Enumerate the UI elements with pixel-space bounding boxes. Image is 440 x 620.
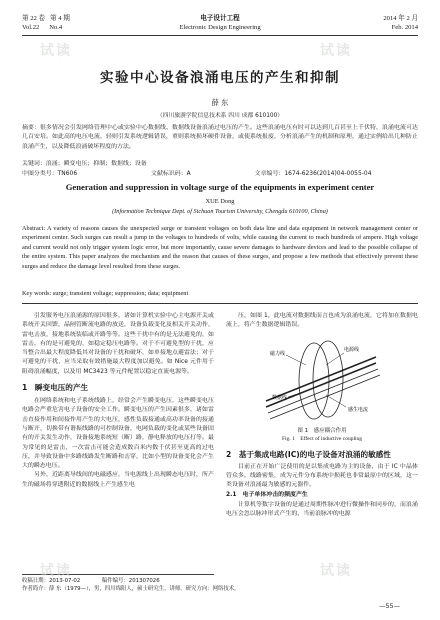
classification-line bbox=[22, 170, 418, 179]
doc-code: 文献标识码：A bbox=[151, 171, 191, 177]
issue: 第 4 期 bbox=[50, 15, 70, 22]
fig-label-power: 电源线 bbox=[344, 346, 360, 353]
section-2-1-heading: 2.1 电子单体冲击的频度产生 bbox=[226, 492, 308, 499]
section-2-paragraph-2: 计算机等数字设备的是通过周期性脉冲进行微操作和同步的，而浪涌电压会忽以脉冲形式产生的，当前浪脉冲的电源 bbox=[226, 501, 418, 518]
journal-date bbox=[383, 14, 418, 32]
abstract-rule bbox=[22, 303, 418, 304]
right-column bbox=[226, 312, 418, 519]
journal-name-cn: 电子设计工程 bbox=[200, 15, 240, 22]
figure-caption bbox=[226, 427, 418, 443]
footnote bbox=[22, 577, 418, 594]
date-cn: 2014 年 2 月 bbox=[383, 15, 418, 22]
abstract-cn: 摘要：很多情况会引发网络管理中心或实验中心数据线、数据线设备浪涌过电压的产生。这些浪涌电压有时可以达到几百甚至上千伏特，浪涌电流可达几百安培。如此高的电压电流，轻则引发系统逻辑错误，重则系统损坏硬件设备，或使系统报废，分析浪涌产生的机制和原理，通过实例给出几种防止浪涌产生，以及降低浪涌破坏程度的方法。 bbox=[22, 125, 418, 150]
affiliation-cn: （四川旅游学院信息技术系 四川 成都 610100） bbox=[156, 113, 284, 119]
author-en: XUE Dong bbox=[205, 198, 235, 205]
right-paragraph-1: 压，如图 1，此电流对数据线而言也成为浪涌电流，它将加在数据电流上，将产生数据逻辑错误。 bbox=[226, 313, 418, 329]
volume-en: Vol.22 bbox=[22, 24, 40, 31]
page-number: —55— bbox=[379, 602, 400, 610]
classification: 中图分类号：TN606 bbox=[22, 171, 78, 177]
article-no: 文章编号：1674-6236(2014)04-0055-04 bbox=[254, 171, 372, 177]
volume: 第 22 卷 bbox=[22, 15, 46, 22]
leader-3 bbox=[326, 395, 346, 407]
section-2-paragraph-1: 目前正在开始广泛使用的是以集成电路为主的设备，由于 IC 中晶体管众多，线路密集，成为元件分布系统中损耗也非常最原中的区域，这一类设备对浪涌最为敏感的元器件。 bbox=[226, 463, 418, 489]
fig-label-induced: 感生电流 bbox=[348, 406, 369, 413]
received-date: 收稿日期：2013-07-02 稿件编号：201307026 bbox=[22, 578, 160, 584]
keywords-en: Key words: surge; transient voltage; suppression; data; equipment bbox=[22, 290, 189, 297]
intro-paragraph: 引发服务电压浪涌源的原因很多，诸如计算机实验中心主电源开关或系统开关回馈，晶闸管断流电路的放送，设备负载变化及相关开关动作，雷电击放，接地系统装临或开路等等。这些干扰中有的是无法避免的，如雷击，有的是可避免的，如稳定稳压电路等。对于不可避免型的干扰，应当整合出最大程度降低其对设备的干扰和破坏，如单接地点避雷法；对于可避免的干扰，应当采取有效措施最大程度加以避免。如 Nice 元件用于阻碍浪涌幅度，以及用 MC3423 等元件配置以稳定直流电源等。 bbox=[22, 313, 214, 375]
header-rule bbox=[22, 35, 418, 36]
leader-1 bbox=[286, 355, 306, 365]
flux-loop-outer-right bbox=[313, 341, 343, 417]
watermark-4: 试读 bbox=[320, 563, 352, 579]
watermark-1: 试读 bbox=[40, 43, 72, 59]
fig-label-data: 数据线 bbox=[272, 394, 288, 401]
author-bio: 作者简介：薛 东（1979—），男，四川绵阳人，硕士研究生，讲师。研究方向：网络技术。 bbox=[22, 586, 240, 593]
figure-1-inductive-coupling bbox=[226, 335, 418, 427]
affiliation-en: (Information Technique Dept. of Sichuan Tourism University, Chengdu 610100, China) bbox=[112, 208, 328, 215]
date-en: Feb. 2014 bbox=[391, 24, 418, 31]
title-cn: 实验中心设备浪涌电压的产生和抑制 bbox=[100, 70, 340, 85]
section-1-heading: 1 瞬变电压的产生 bbox=[22, 383, 89, 393]
watermark-2: 试读 bbox=[320, 43, 352, 59]
left-column bbox=[22, 312, 214, 490]
journal-name bbox=[0, 14, 440, 32]
fig-caption-en: Fig. 1 Effect of inductive coupling bbox=[281, 435, 363, 442]
section-1-paragraph-1: 在网络系统和电子系统线路上，经常会产生瞬变电压，这些瞬变电压电路会严重危害电子设备的安全工作。瞬变电压的产生因素很多，诸如雷击直接作用和间接作用产生的大电压，感性负载接通或高功率设备的接通与断开，切换带有谐振线路的可控制设备，电网负载的变化或某些设备固有的开关发生动作，设备接地系统短（断）路，静电释放的电压打等。最为常见的是雷击，一次雷击可能会造成数百米内数千伏甚至更高的过电压，并导致设备中多路线路发生断路和击穿，比如小型的设备变化会产生大的瞬态电压。 bbox=[22, 398, 214, 470]
issue-en: No.4 bbox=[49, 24, 63, 31]
title-en: Generation and suppression in voltage surge of the equipments in experiment center bbox=[65, 182, 375, 192]
journal-name-en: Electronic Design Engineering bbox=[179, 24, 261, 31]
fig-label-flux: 磁力线 bbox=[270, 350, 286, 357]
section-2-heading: 2 基于集成电路(IC)的电子设备对浪涌的敏感性 bbox=[226, 449, 391, 459]
watermark-3: 试读 bbox=[40, 563, 72, 579]
fig-caption-cn: 图 1 感应耦合作用 bbox=[297, 427, 347, 434]
section-1-paragraph-2: 另外，近距离导线间的电磁感应，当电源线上出现瞬态电压时，所产生的磁场将穿透附近的数据线上产生感生电 bbox=[22, 472, 214, 488]
keywords-cn: 关键词：浪涌；瞬变电压；抑制；数据线；设备 bbox=[22, 161, 147, 167]
author-cn: 薛 东 bbox=[211, 98, 229, 107]
abstract-en: Abstract: A variety of reasons causes the unexpected surge or transient voltages on both data line and data equipment in network management center or experiment center. Such surges can result a jump in the voltages to hundreds of volts, while causing the current to reach hundreds of ampere. High voltage and current would not only trigger system logic error, but more importantly, cause severe damages to hardware devices and lead to the possible collapse of the entire system. This paper analyzes the mechanism and the reason that causes of these surges, and propose a few methods that effectively prevent these surges and reduce the damage level resulted from these surges. bbox=[22, 225, 418, 270]
